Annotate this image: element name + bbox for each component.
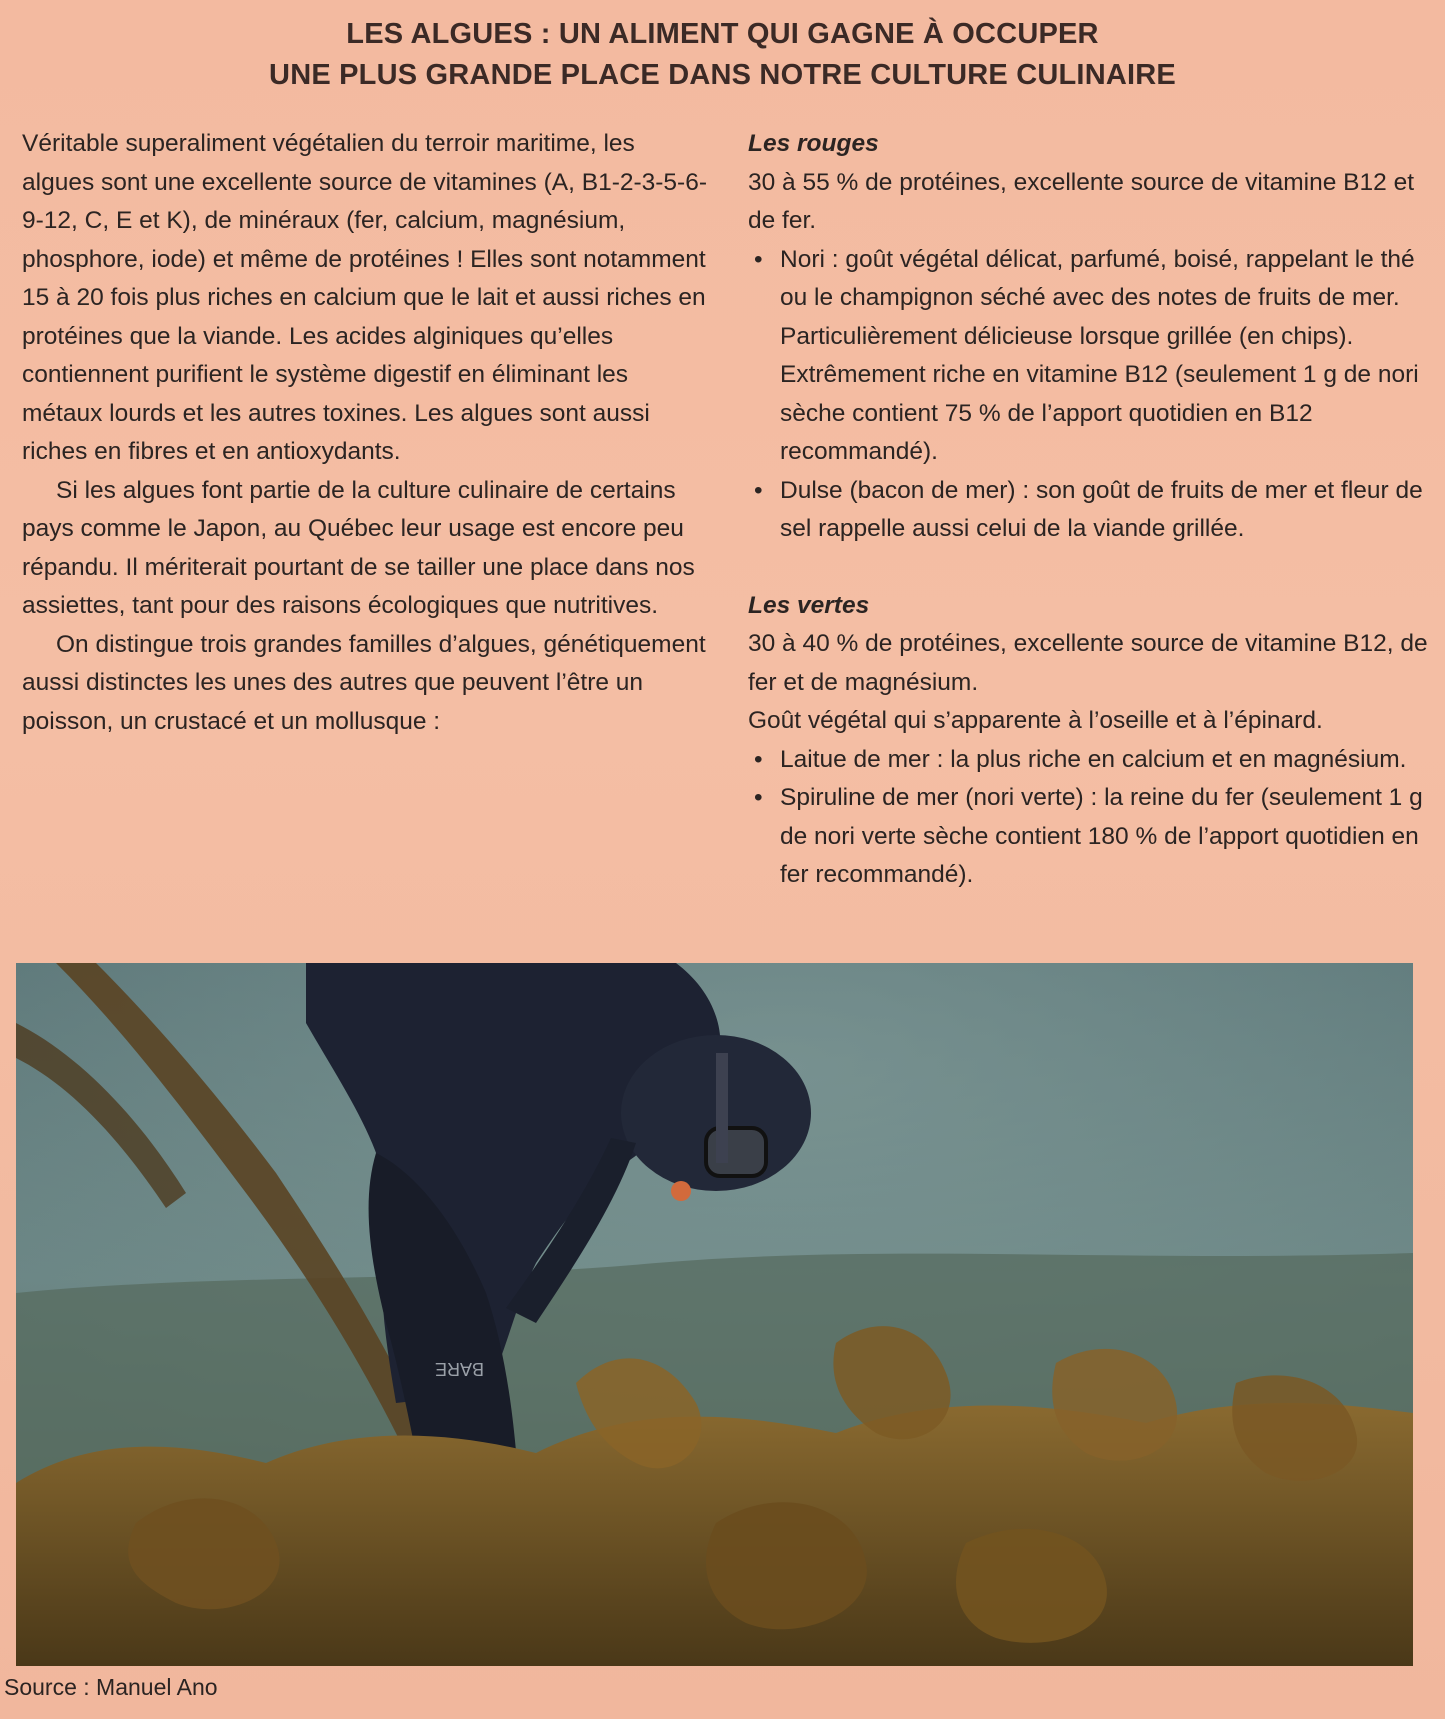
section-vertes [748, 587, 1428, 895]
list-item-spiruline [748, 779, 1428, 895]
section-rouges [748, 125, 1428, 549]
right-column [748, 125, 1428, 895]
left-column [22, 125, 712, 741]
dulse-text: Dulse (bacon de mer) : son goût de fruits de mer et fleur de sel rappelle aussi celui de la viande grillée. [780, 476, 1423, 542]
rouges-list [748, 241, 1428, 549]
vertes-list [748, 741, 1428, 895]
title-line-1: LES ALGUES : UN ALIMENT QUI GAGNE À OCCUPER [346, 18, 1099, 50]
underwater-scene-image [16, 963, 1413, 1666]
bullet-icon: • [754, 476, 763, 504]
photo-source-caption: Source : Manuel Ano [4, 1674, 218, 1700]
culture-paragraph: Si les algues font partie de la culture culinaire de certains pays comme le Japon, au Québec leur usage est encore peu répandu. Il mériterait pourtant de se tailler une place dans nos assiettes, tant pour des raisons écologiques que nutritives. [22, 476, 695, 619]
list-item-dulse [748, 472, 1428, 549]
title-line-2: UNE PLUS GRANDE PLACE DANS NOTRE CULTURE CULINAIRE [269, 59, 1176, 91]
list-item-laitue [748, 741, 1428, 780]
rouges-intro: 30 à 55 % de protéines, excellente source de vitamine B12 et de fer. [748, 168, 1414, 234]
families-paragraph: On distingue trois grandes familles d’algues, génétiquement aussi distinctes les unes des autres que peuvent l’être un poisson, un crustacé et un mollusque : [22, 630, 706, 735]
bullet-icon: • [754, 245, 763, 273]
vertes-taste: Goût végétal qui s’apparente à l’oseille et à l’épinard. [748, 707, 1323, 734]
bullet-icon: • [754, 784, 763, 811]
rouges-heading: Les rouges [748, 130, 879, 157]
nori-text: Nori : goût végétal délicat, parfumé, boisé, rappelant le thé ou le champignon séché avec des notes de fruits de mer. Particulièrement délicieuse lorsque grillée (en chips). Extrêmement riche en vitamine B12 (seulement 1 g de nori sèche contient 75 % de l’apport quotidien en B12 recommandé). [780, 245, 1419, 465]
list-item-nori [748, 241, 1428, 472]
diver-photo [16, 963, 1413, 1666]
laitue-text: Laitue de mer : la plus riche en calcium et en magnésium. [780, 745, 1407, 773]
article-title [0, 14, 1445, 96]
vertes-intro: 30 à 40 % de protéines, excellente source de vitamine B12, de fer et de magnésium. [748, 630, 1428, 696]
bullet-icon: • [754, 745, 763, 773]
spiruline-text: Spiruline de mer (nori verte) : la reine du fer (seulement 1 g de nori verte sèche contient 180 % de l’apport quotidien en fer recommandé). [780, 784, 1423, 888]
vertes-heading: Les vertes [748, 591, 870, 619]
wetsuit-logo-text: BARE [434, 1359, 484, 1379]
section-gap [748, 549, 1428, 587]
intro-paragraph: Véritable superaliment végétalien du terroir maritime, les algues sont une excellente source de vitamines (A, B1-2-3-5-6-9-12, C, E et K), de minéraux (fer, calcium, magnésium, phosphore, iode) et même de protéines ! Elles sont notamment 15 à 20 fois plus riches en calcium que le lait et aussi riches en protéines que la viande. Les acides alginiques qu’elles contiennent purifient le système digestif en éliminant les métaux lourds et les autres toxines. Les algues sont aussi riches en fibres et en antioxydants. [22, 130, 707, 465]
